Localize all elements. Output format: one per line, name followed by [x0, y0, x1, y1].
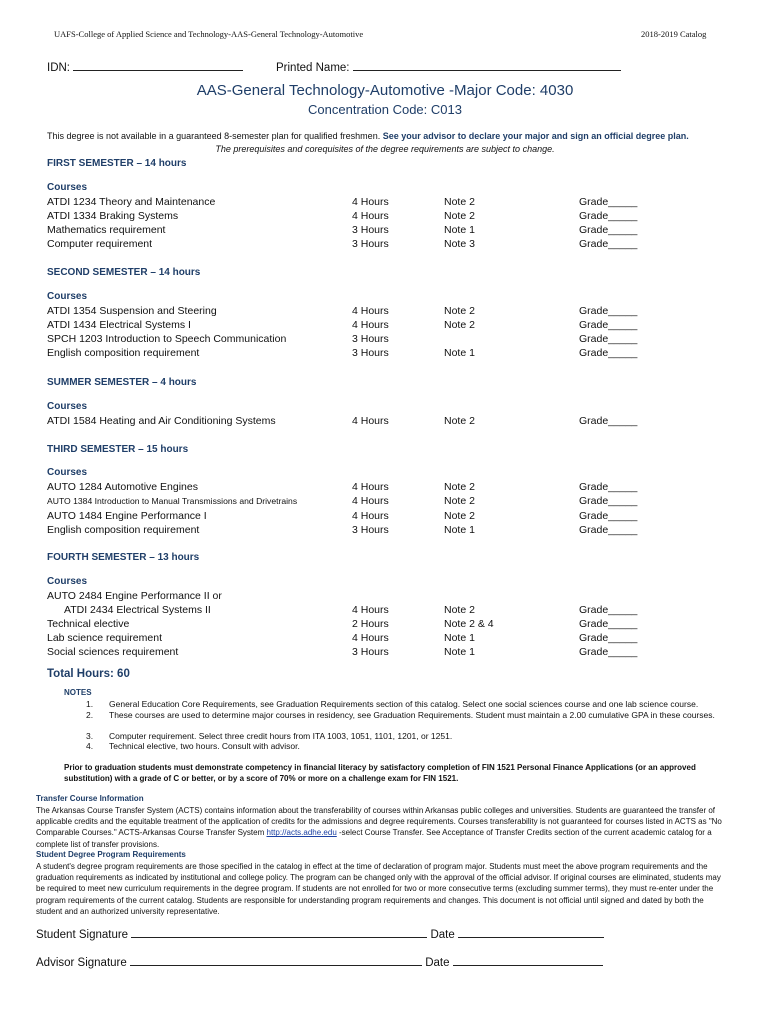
- grade-field[interactable]: Grade_____: [579, 305, 638, 317]
- course-name: Mathematics requirement: [47, 224, 166, 236]
- intro-plain: This degree is not available in a guaranteed 8-semester plan for qualified freshmen.: [47, 131, 381, 141]
- student-signature-label: Student Signature: [36, 929, 129, 941]
- printed-name-input[interactable]: [353, 60, 621, 71]
- courses-label: Courses: [47, 291, 88, 302]
- advisor-signature-row: [36, 955, 603, 969]
- course-note: Note 2: [444, 210, 475, 222]
- course-name: AUTO 1384 Introduction to Manual Transmissions and Drivetrains: [47, 496, 298, 506]
- date-label: Date: [425, 957, 450, 969]
- course-name: AUTO 1284 Automotive Engines: [47, 481, 198, 493]
- course-hours: 4 Hours: [352, 196, 389, 208]
- course-note: Note 1: [444, 524, 475, 536]
- course-note: Note 2: [444, 495, 475, 507]
- course-name: AUTO 2484 Engine Performance II or: [47, 590, 222, 602]
- course-name: ATDI 1434 Electrical Systems I: [47, 319, 191, 331]
- course-note: Note 2: [444, 481, 475, 493]
- course-hours: 4 Hours: [352, 481, 389, 493]
- course-hours: 4 Hours: [352, 305, 389, 317]
- acts-link[interactable]: http://acts.adhe.edu: [266, 828, 337, 838]
- grade-field[interactable]: Grade_____: [579, 196, 638, 208]
- course-name: ATDI 2434 Electrical Systems II: [64, 604, 211, 616]
- transfer-text: [36, 805, 731, 850]
- course-name: Computer requirement: [47, 238, 153, 250]
- program-requirements-text: A student's degree program requirements are those specified in the catalog in effect at the time of declaration of program major. Students must meet the above program requirements and the graduation requirements as indicated by institutional and college policy. The program can be changed only with the approval of the official advisor. If original courses are eliminated, students may be required to meet new curriculum requirements in the degree program. If students are not enrolled for two or more consecutive terms (excluding summer terms), they must re-enter under the program requirements of the current catalog. Students are responsible for understanding program requirements and changes. This document is not official until signed and dated by both the student and an authorized university representative.: [36, 862, 721, 916]
- intro-emphasis: See your advisor to declare your major and sign an official degree plan.: [382, 131, 689, 141]
- advisor-signature-label: Advisor Signature: [36, 957, 127, 969]
- course-name: Social sciences requirement: [47, 646, 179, 658]
- total-hours: Total Hours: 60: [47, 668, 130, 680]
- note-number: 4.: [86, 741, 94, 751]
- catalog-header-left: UAFS-College of Applied Science and Technology-AAS-General Technology-Automotive: [54, 29, 364, 39]
- intro-text: [47, 131, 689, 141]
- course-note: Note 1: [444, 224, 475, 236]
- course-note: Note 2: [444, 196, 475, 208]
- id-field: [47, 60, 243, 74]
- course-name: ATDI 1354 Suspension and Steering: [47, 305, 217, 317]
- course-hours: 4 Hours: [352, 415, 389, 427]
- grade-field[interactable]: Grade_____: [579, 481, 638, 493]
- printed-name-field: [276, 60, 621, 74]
- grade-field[interactable]: Grade_____: [579, 210, 638, 222]
- course-hours: 4 Hours: [352, 510, 389, 522]
- date-label: Date: [430, 929, 455, 941]
- semester-heading: SUMMER SEMESTER – 4 hours: [47, 377, 197, 388]
- course-note: Note 2 & 4: [444, 618, 494, 630]
- advisor-date-field[interactable]: [453, 955, 603, 966]
- student-signature-row: [36, 927, 604, 941]
- grade-field[interactable]: Grade_____: [579, 333, 638, 345]
- transfer-text-after: -select Course Transfer. See Acceptance of Transfer Credits section of the current academic catalog for a complete list of transfer provisions.: [36, 828, 712, 849]
- course-name: AUTO 1484 Engine Performance I: [47, 510, 207, 522]
- course-note: Note 3: [444, 238, 475, 250]
- semester-heading: FIRST SEMESTER – 14 hours: [47, 158, 187, 169]
- course-hours: 4 Hours: [352, 319, 389, 331]
- note-number: 3.: [86, 731, 94, 741]
- course-hours: 4 Hours: [352, 632, 389, 644]
- grade-field[interactable]: Grade_____: [579, 510, 638, 522]
- transfer-text-before: The Arkansas Course Transfer System (ACTS) contains information about the transferability of courses within Arkansas public colleges and universities. Students are guaranteed the transfer of applicable credits and the equitable treatment of the application of credits for the admissions and degree requirements. Courses transferability is not guaranteed for courses listed in ACTS as "No Comparable Courses." ACTS-Arkansas Course Transfer System: [36, 806, 722, 838]
- note-number: 2.: [86, 710, 94, 720]
- course-note: Note 2: [444, 319, 475, 331]
- note-text: General Education Core Requirements, see Graduation Requirements section of this catalog. Select one social sciences course and one lab science course.: [109, 699, 699, 709]
- financial-literacy-notice: Prior to graduation students must demonstrate competency in financial literacy by satisfactory completion of FIN 1521 Personal Finance Applications (or an approved substitution) with a grade of C or better, or by a score of 70% or more on a challenge exam for FIN 1521.: [64, 763, 696, 783]
- id-input[interactable]: [73, 60, 243, 71]
- catalog-year: 2018-2019 Catalog: [641, 29, 707, 39]
- course-name: ATDI 1234 Theory and Maintenance: [47, 196, 216, 208]
- student-date-field[interactable]: [458, 927, 604, 938]
- grade-field[interactable]: Grade_____: [579, 646, 638, 658]
- course-hours: 4 Hours: [352, 604, 389, 616]
- courses-label: Courses: [47, 401, 88, 412]
- page-subtitle: Concentration Code: C013: [308, 102, 462, 117]
- course-name: English composition requirement: [47, 347, 200, 359]
- course-hours: 3 Hours: [352, 646, 389, 658]
- course-hours: 4 Hours: [352, 210, 389, 222]
- grade-field[interactable]: Grade_____: [579, 347, 638, 359]
- grade-field[interactable]: Grade_____: [579, 604, 638, 616]
- course-note: Note 2: [444, 510, 475, 522]
- courses-label: Courses: [47, 467, 88, 478]
- grade-field[interactable]: Grade_____: [579, 632, 638, 644]
- id-label: IDN:: [47, 62, 70, 74]
- courses-label: Courses: [47, 576, 88, 587]
- courses-label: Courses: [47, 182, 88, 193]
- course-hours: 3 Hours: [352, 347, 389, 359]
- course-note: Note 1: [444, 632, 475, 644]
- program-requirements-heading: Student Degree Program Requirements: [36, 850, 186, 859]
- semester-heading: SECOND SEMESTER – 14 hours: [47, 267, 201, 278]
- course-note: Note 1: [444, 347, 475, 359]
- grade-field[interactable]: Grade_____: [579, 319, 638, 331]
- course-name: ATDI 1584 Heating and Air Conditioning Systems: [47, 415, 276, 427]
- course-hours: 3 Hours: [352, 333, 389, 345]
- course-name: SPCH 1203 Introduction to Speech Communication: [47, 333, 287, 345]
- grade-field[interactable]: Grade_____: [579, 238, 638, 250]
- grade-field[interactable]: Grade_____: [579, 415, 638, 427]
- course-name: Lab science requirement: [47, 632, 162, 644]
- course-note: Note 2: [444, 415, 475, 427]
- course-note: Note 1: [444, 646, 475, 658]
- grade-field[interactable]: Grade_____: [579, 495, 638, 507]
- transfer-heading: Transfer Course Information: [36, 794, 144, 803]
- grade-field[interactable]: Grade_____: [579, 524, 638, 536]
- note-text: Computer requirement. Select three credit hours from ITA 1003, 1051, 1101, 1201, or 1251.: [109, 731, 453, 741]
- course-hours: 3 Hours: [352, 238, 389, 250]
- course-hours: 4 Hours: [352, 495, 389, 507]
- course-hours: 3 Hours: [352, 224, 389, 236]
- intro-italic: The prerequisites and corequisites of the degree requirements are subject to change.: [215, 144, 555, 154]
- grade-field[interactable]: Grade_____: [579, 224, 638, 236]
- course-note: Note 2: [444, 305, 475, 317]
- course-name: ATDI 1334 Braking Systems: [47, 210, 179, 222]
- course-name: Technical elective: [47, 618, 130, 630]
- course-name: English composition requirement: [47, 524, 200, 536]
- student-signature-field[interactable]: [131, 927, 427, 938]
- course-hours: 2 Hours: [352, 618, 389, 630]
- semester-heading: FOURTH SEMESTER – 13 hours: [47, 552, 200, 563]
- note-text: These courses are used to determine major courses in residency, see Graduation Requirements. Student must maintain a 2.00 cumulative GPA in these courses.: [109, 710, 715, 720]
- course-hours: 3 Hours: [352, 524, 389, 536]
- course-note: Note 2: [444, 604, 475, 616]
- advisor-signature-field[interactable]: [130, 955, 422, 966]
- notes-heading: NOTES: [64, 688, 92, 697]
- page-title: AAS-General Technology-Automotive -Major Code: 4030: [196, 82, 574, 99]
- printed-name-label: Printed Name:: [276, 62, 350, 74]
- note-number: 1.: [86, 699, 94, 709]
- grade-field[interactable]: Grade_____: [579, 618, 638, 630]
- semester-heading: THIRD SEMESTER – 15 hours: [47, 444, 189, 455]
- note-text: Technical elective, two hours. Consult with advisor.: [109, 741, 300, 751]
